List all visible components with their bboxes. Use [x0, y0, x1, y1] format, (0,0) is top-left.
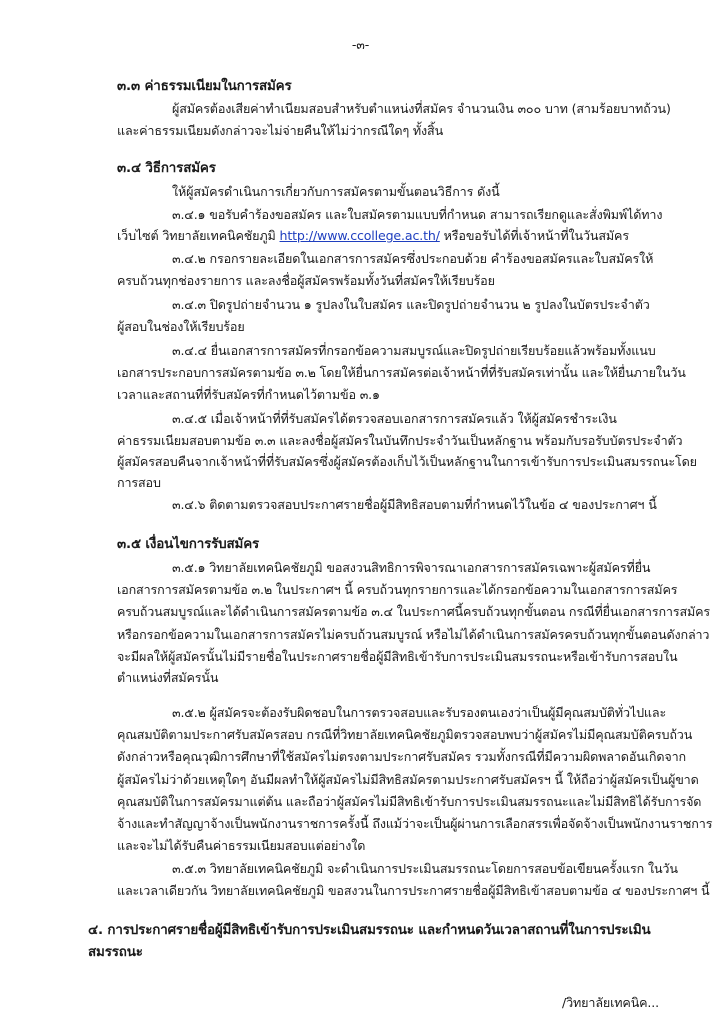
- website-label: เว็บไซต์ วิทยาลัยเทคนิคชัยภูมิ: [117, 228, 276, 243]
- paragraph-line: จ้างและทำสัญญาจ้างเป็นพนักงานราชการครั้งนี้ ถึงแม้ว่าจะเป็นผู้ผ่านการเลือกสรรเพื่อจัดจ้างเป็นพนักงานราชการ: [117, 816, 713, 831]
- paragraph-line: ครบถ้วนทุกช่องรายการ และลงชื่อผู้สมัครพร้อมทั้งวันที่สมัครให้เรียบร้อย: [117, 273, 495, 288]
- paragraph-line: การสอบ: [117, 475, 161, 490]
- paragraph-line: เวลาและสถานที่ที่รับสมัครที่กำหนดไว้ตามข้อ ๓.๑: [117, 387, 380, 402]
- section-3-5-heading: ๓.๕ เงื่อนไขการรับสมัคร: [117, 537, 260, 552]
- paragraph-line: ๓.๕.๑ วิทยาลัยเทคนิคชัยภูมิ ขอสงวนสิทธิการพิจารณาเอกสารการสมัครเฉพาะผู้สมัครที่ยื่น: [172, 560, 651, 575]
- paragraph-line: ครบถ้วนสมบูรณ์และได้ดำเนินการสมัครตามข้อ ๓.๔ ในประกาศนี้ครบถ้วนทุกขั้นตอน กรณีที่ยื่นเอกสารการสมัคร: [117, 604, 711, 619]
- page-number: -๓-: [351, 37, 370, 52]
- footer-continuation: /วิทยาลัยเทคนิค...: [562, 995, 659, 1010]
- paragraph-line: เอกสารการสมัครตามข้อ ๓.๒ ในประกาศฯ นี้ ครบถ้วนทุกรายการและได้กรอกข้อความในเอกสารการสมัคร: [117, 582, 678, 597]
- college-website-link[interactable]: http://www.ccollege.ac.th/: [279, 228, 440, 243]
- paragraph-line: ๓.๕.๒ ผู้สมัครจะต้องรับผิดชอบในการตรวจสอบและรับรองตนเองว่าเป็นผู้มีคุณสมบัติทั่วไปและ: [172, 705, 667, 720]
- paragraph-line: คุณสมบัติตามประกาศรับสมัครสอบ กรณีที่วิทยาลัยเทคนิคชัยภูมิตรวจสอบพบว่าผู้สมัครไม่มีคุณสมบัติครบถ้วน: [117, 727, 693, 742]
- paragraph-line: ดังกล่าวหรือคุณวุฒิการศึกษาที่ใช้สมัครไม่ตรงตามประกาศรับสมัคร รวมทั้งกรณีที่มีความผิดพลาดอันเกิดจาก: [117, 749, 686, 764]
- paragraph-line: ตำแหน่งที่สมัครนั้น: [117, 670, 219, 685]
- paragraph-line: ๓.๔.๒ กรอกรายละเอียดในเอกสารการสมัครซึ่งประกอบด้วย คำร้องขอสมัครและใบสมัครให้: [172, 251, 654, 266]
- paragraph-line: [117, 227, 629, 245]
- paragraph-line: ๓.๔.๕ เมื่อเจ้าหน้าที่ที่รับสมัครได้ตรวจสอบเอกสารการสมัครแล้ว ให้ผู้สมัครชำระเงิน: [172, 411, 617, 426]
- section-3-3-heading: ๓.๓ ค่าธรรมเนียมในการสมัคร: [117, 79, 292, 94]
- paragraph-line: ๓.๔.๓ ปิดรูปถ่ายจำนวน ๑ รูปลงในใบสมัคร และปิดรูปถ่ายจำนวน ๒ รูปลงในบัตรประจำตัว: [172, 297, 650, 312]
- paragraph-line: และจะไม่ได้รับคืนค่าธรรมเนียมสอบแต่อย่างใด: [117, 838, 366, 853]
- paragraph-line: ผู้สมัครไม่ว่าด้วยเหตุใดๆ อันมีผลทำให้ผู้สมัครไม่มีสิทธิสมัครตามประกาศรับสมัครฯ นี้ ให้ถือว่าผู้สมัครเป็นผู้ขาด: [117, 772, 699, 787]
- paragraph-line: คุณสมบัติในการสมัครมาแต่ต้น และถือว่าผู้สมัครไม่มีสิทธิเข้ารับการประเมินสมรรถนะและไม่มีสิทธิได้รับการจัด: [117, 794, 702, 809]
- paragraph-line: และค่าธรรมเนียมดังกล่าวจะไม่จ่ายคืนให้ไม่ว่ากรณีใดๆ ทั้งสิ้น: [117, 123, 444, 138]
- section-4-heading-cont: สมรรถนะ: [88, 945, 143, 960]
- paragraph-line: ๓.๔.๑ ขอรับคำร้องขอสมัคร และใบสมัครตามแบบที่กำหนด สามารถเรียกดูและสั่งพิมพ์ได้ทาง: [172, 207, 663, 222]
- section-4-heading: ๔. การประกาศรายชื่อผู้มีสิทธิเข้ารับการประเมินสมรรถนะ และกำหนดวันเวลาสถานที่ในการประเมิน: [88, 923, 651, 938]
- paragraph-line: ผู้สมัครต้องเสียค่าทำเนียมสอบสำหรับตำแหน่งที่สมัคร จำนวนเงิน ๓๐๐ บาท (สามร้อยบาทถ้วน): [172, 101, 671, 116]
- paragraph-line: เอกสารประกอบการสมัครตามข้อ ๓.๒ โดยให้ยื่นการสมัครต่อเจ้าหน้าที่ที่รับสมัครเท่านั้น และให้ยื่นภายในวัน: [117, 365, 686, 380]
- paragraph-line: ผู้สมัครสอบคืนจากเจ้าหน้าที่ที่รับสมัครซึ่งผู้สมัครต้องเก็บไว้เป็นหลักฐานในการเข้ารับการประเมินสมรรถนะโดย: [117, 454, 697, 469]
- website-suffix: หรือขอรับได้ที่เจ้าหน้าที่ในวันสมัคร: [443, 228, 629, 243]
- paragraph-line: จะมีผลให้ผู้สมัครนั้นไม่มีรายชื่อในประกาศรายชื่อผู้มีสิทธิเข้ารับการประเมินสมรรถนะหรือเข้ารับการสอบใน: [117, 649, 678, 664]
- paragraph-line: ๓.๔.๖ ติดตามตรวจสอบประกาศรายชื่อผู้มีสิทธิสอบตามที่กำหนดไว้ในข้อ ๔ ของประกาศฯ นี้: [172, 497, 657, 512]
- paragraph-line: หรือกรอกข้อความในเอกสารการสมัครไม่ครบถ้วนสมบูรณ์ หรือไม่ได้ดำเนินการสมัครครบถ้วนทุกขั้นตอนดังกล่าว: [117, 627, 710, 642]
- paragraph-line: ๓.๔.๔ ยื่นเอกสารการสมัครที่กรอกข้อความสมบูรณ์และปิดรูปถ่ายเรียบร้อยแล้วพร้อมทั้งแนบ: [172, 343, 656, 358]
- paragraph-line: และเวลาเดียวกัน วิทยาลัยเทคนิคชัยภูมิ ขอสงวนในการประกาศรายชื่อผู้มีสิทธิเข้าสอบตามข้อ ๔ ของประกาศฯ นี้: [117, 883, 710, 898]
- section-3-4-heading: ๓.๔ วิธีการสมัคร: [117, 161, 216, 176]
- paragraph-line: ค่าธรรมเนียมสอบตามข้อ ๓.๓ และลงชื่อผู้สมัครในบันทึกประจำวันเป็นหลักฐาน พร้อมกับรอรับบัตรประจำตัว: [117, 433, 683, 448]
- paragraph-line: ผู้สอบในช่องให้เรียบร้อย: [117, 319, 245, 334]
- paragraph-line: ๓.๕.๓ วิทยาลัยเทคนิคชัยภูมิ จะดำเนินการประเมินสมรรถนะโดยการสอบข้อเขียนครั้งแรก ในวัน: [172, 861, 678, 876]
- paragraph-line: ให้ผู้สมัครดำเนินการเกี่ยวกับการสมัครตามขั้นตอนวิธีการ ดังนี้: [172, 184, 500, 199]
